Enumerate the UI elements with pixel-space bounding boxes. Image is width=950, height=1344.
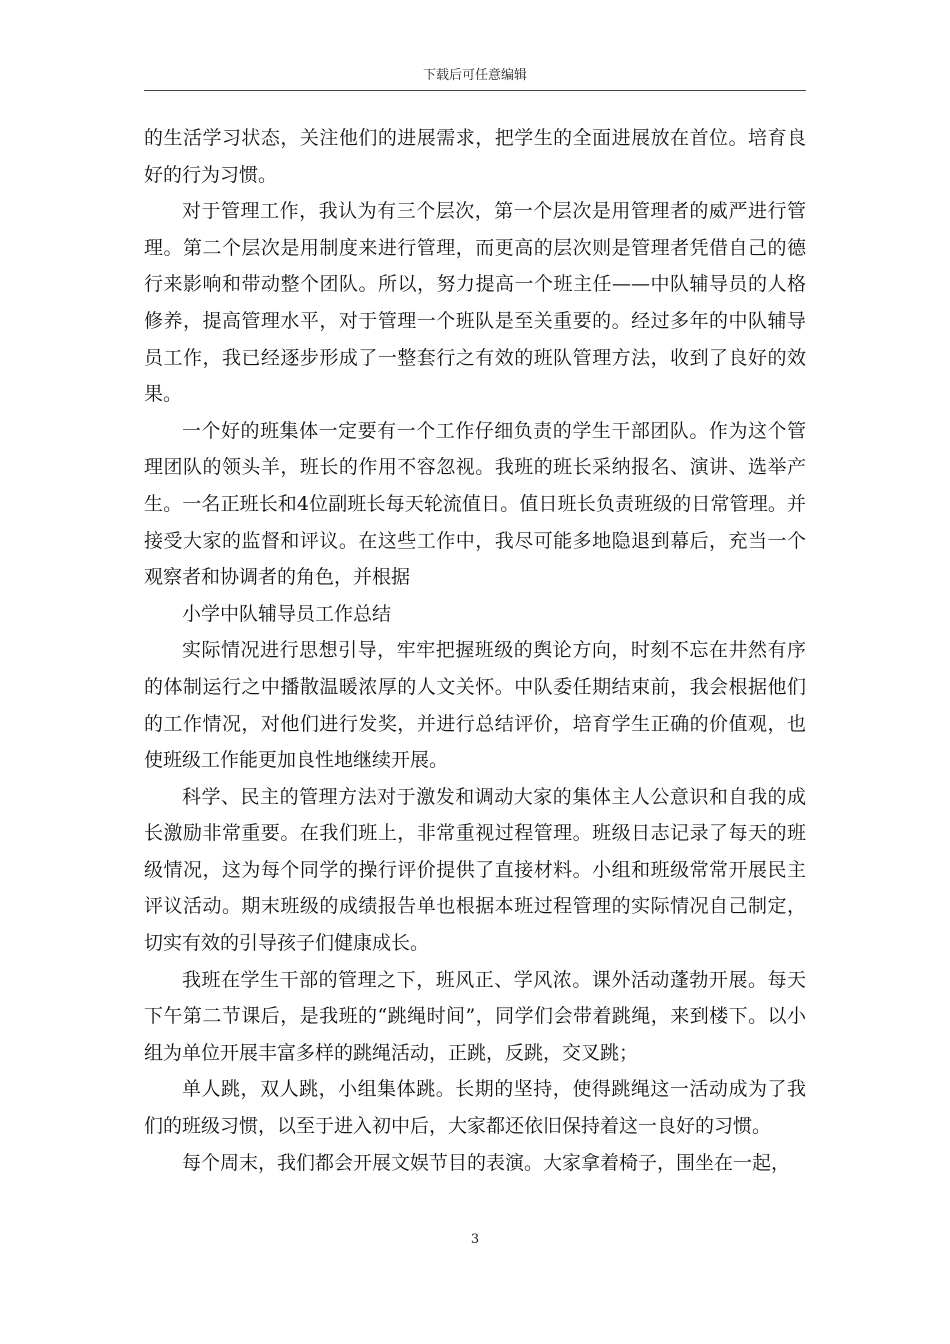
paragraph-6: 我班在学生干部的管理之下，班风正、学风浓。课外活动蓬勃开展。每天下午第二节课后，是我班的“跳绳时间”，同学们会带着跳绳，来到楼下。以小组为单位开展丰富多样的跳绳活动，正跳，反跳，交叉跳； <box>144 968 806 1064</box>
paragraph-1: 的生活学习状态，关注他们的进展需求，把学生的全面进展放在首位。培育良好的行为习惯。 <box>144 127 806 186</box>
paragraph-2: 对于管理工作，我认为有三个层次，第一个层次是用管理者的威严进行管理。第二个层次是用制度来进行管理，而更高的层次则是管理者凭借自己的德行来影响和带动整个团队。所以，努力提高一个班主任——中队辅导员的人格修养，提高管理水平，对于管理一个班队是至关重要的。经过多年的中队辅导员工作，我已经逐步形成了一整套行之有效的班队管理方法，收到了良好的效果。 <box>144 200 806 406</box>
header-rule <box>144 90 806 91</box>
paragraph-3: 一个好的班集体一定要有一个工作仔细负责的学生干部团队。作为这个管理团队的领头羊，班长的作用不容忽视。我班的班长采纳报名、演讲、选举产生。一名正班长和4位副班长每天轮流值日。值日班长负责班级的日常管理。并接受大家的监督和评议。在这些工作中，我尽可能多地隐退到幕后，充当一个观察者和协调者的角色，并根据 <box>144 419 806 589</box>
paragraph-7: 单人跳，双人跳，小组集体跳。长期的坚持，使得跳绳这一活动成为了我们的班级习惯，以至于进入初中后，大家都还依旧保持着这一良好的习惯。 <box>144 1078 806 1138</box>
page-header: 下载后可任意编辑 <box>422 68 527 83</box>
paragraph-4: 实际情况进行思想引导，牢牢把握班级的舆论方向，时刻不忘在井然有序的体制运行之中播散温暖浓厚的人文关怀。中队委任期结束前，我会根据他们的工作情况，对他们进行发奖，并进行总结评价，培育学生正确的价值观，也使班级工作能更加良性地继续开展。 <box>144 639 806 772</box>
paragraph-5: 科学、民主的管理方法对于激发和调动大家的集体主人公意识和自我的成长激励非常重要。在我们班上，非常重视过程管理。班级日志记录了每天的班级情况，这为每个同学的操行评价提供了直接材料。小组和班级常常开展民主评议活动。期末班级的成绩报告单也根据本班过程管理的实际情况自己制定，切实有效的引导孩子们健康成长。 <box>144 785 806 955</box>
document-body <box>144 120 806 1181</box>
section-title: 小学中队辅导员工作总结 <box>182 602 392 625</box>
page-number: 3 <box>470 1232 480 1247</box>
paragraph-8: 每个周末，我们都会开展文娱节目的表演。大家拿着椅子，围坐在一起， <box>182 1151 791 1174</box>
